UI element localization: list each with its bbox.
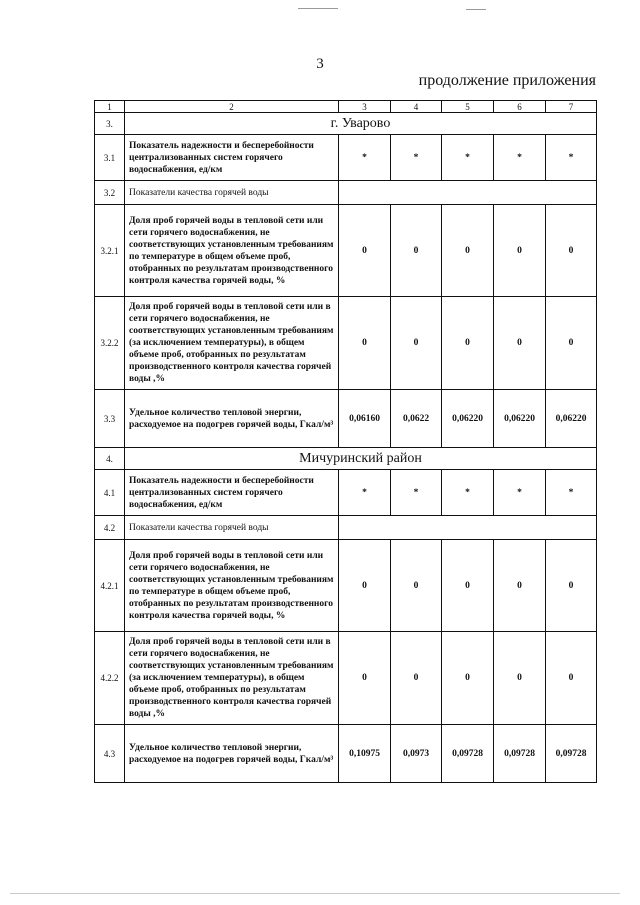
row-number: 3.2.1 [95, 205, 125, 297]
row-description: Показатели качества горячей воды [125, 516, 339, 540]
row-description: Доля проб горячей воды в тепловой сети или сети горячего водоснабжения, не соответствующих установленным требованиям по температуре в общем объеме проб, отобранных по результатам производственного контроля качества горячей воды, % [125, 540, 339, 632]
empty-values-cell [339, 516, 597, 540]
row-number: 3.2.2 [95, 297, 125, 390]
row-number: 4.3 [95, 725, 125, 783]
table-row [95, 470, 597, 516]
header-cell: 7 [546, 101, 597, 113]
header-cell: 2 [125, 101, 339, 113]
table-row [95, 516, 597, 540]
table-row [95, 540, 597, 632]
value-cell: * [442, 470, 494, 516]
header-cell: 1 [95, 101, 125, 113]
row-description: Доля проб горячей воды в тепловой сети или сети горячего водоснабжения, не соответствующих установленным требованиям по температуре в общем объеме проб, отобранных по результатам производственного контроля качества горячей воды, % [125, 205, 339, 297]
value-cell: * [546, 470, 597, 516]
value-cell: 0 [391, 540, 442, 632]
row-description: Показатели качества горячей воды [125, 181, 339, 205]
section-number: 3. [95, 113, 125, 135]
row-number: 4.1 [95, 470, 125, 516]
value-cell: 0 [546, 205, 597, 297]
section-row [95, 448, 597, 470]
section-row [95, 113, 597, 135]
value-cell: 0,09728 [442, 725, 494, 783]
value-cell: 0 [442, 205, 494, 297]
value-cell: 0 [339, 205, 391, 297]
value-cell: 0,06220 [546, 390, 597, 448]
empty-values-cell [339, 181, 597, 205]
value-cell: 0,09728 [494, 725, 546, 783]
value-cell: 0 [494, 205, 546, 297]
header-cell: 6 [494, 101, 546, 113]
row-number: 3.1 [95, 135, 125, 181]
section-title: Мичуринский район [125, 448, 597, 470]
value-cell: 0 [339, 540, 391, 632]
value-cell: 0 [546, 632, 597, 725]
table-row [95, 390, 597, 448]
header-cell: 5 [442, 101, 494, 113]
row-number: 3.3 [95, 390, 125, 448]
value-cell: * [546, 135, 597, 181]
value-cell: 0,09728 [546, 725, 597, 783]
value-cell: 0,10975 [339, 725, 391, 783]
row-number: 3.2 [95, 181, 125, 205]
value-cell: 0 [391, 297, 442, 390]
value-cell: 0 [546, 540, 597, 632]
value-cell: 0,0973 [391, 725, 442, 783]
value-cell: * [339, 470, 391, 516]
section-title: г. Уварово [125, 113, 597, 135]
scan-artifact-bottom [10, 893, 620, 894]
value-cell: * [494, 470, 546, 516]
value-cell: * [391, 470, 442, 516]
table-row [95, 725, 597, 783]
table-row [95, 297, 597, 390]
row-number: 4.2.1 [95, 540, 125, 632]
header-cell: 4 [391, 101, 442, 113]
value-cell: 0 [494, 632, 546, 725]
row-description: Доля проб горячей воды в тепловой сети или в сети горячего водоснабжения, не соответствующих установленным требованиям (за исключением температуры), в общем объеме проб, отобранных по результатам производственного контроля качества горячей воды ,% [125, 297, 339, 390]
value-cell: 0 [442, 297, 494, 390]
value-cell: * [339, 135, 391, 181]
value-cell: 0,06220 [494, 390, 546, 448]
value-cell: 0 [442, 540, 494, 632]
continuation-label: продолжение приложения [418, 72, 596, 89]
section-number: 4. [95, 448, 125, 470]
value-cell: 0 [391, 205, 442, 297]
table-header-row [95, 101, 597, 113]
indicators-table [94, 100, 597, 783]
row-description: Удельное количество тепловой энергии, расходуемое на подогрев горячей воды, Гкал/м³ [125, 390, 339, 448]
value-cell: * [391, 135, 442, 181]
table-row [95, 632, 597, 725]
value-cell: 0,06220 [442, 390, 494, 448]
value-cell: 0 [442, 632, 494, 725]
value-cell: 0,06160 [339, 390, 391, 448]
value-cell: 0 [391, 632, 442, 725]
value-cell: 0 [339, 632, 391, 725]
header-cell: 3 [339, 101, 391, 113]
row-description: Показатель надежности и бесперебойности централизованных систем горячего водоснабжения, ед/км [125, 135, 339, 181]
table-row [95, 135, 597, 181]
page-number: 3 [316, 56, 324, 72]
row-description: Удельное количество тепловой энергии, расходуемое на подогрев горячей воды, Гкал/м³ [125, 725, 339, 783]
row-description: Доля проб горячей воды в тепловой сети или в сети горячего водоснабжения, не соответствующих установленным требованиям (за исключением температуры), в общем объеме проб, отобранных по результатам производственного контроля качества горячей воды ,% [125, 632, 339, 725]
scan-artifact-top [298, 8, 338, 9]
value-cell: * [442, 135, 494, 181]
value-cell: 0 [494, 297, 546, 390]
row-number: 4.2.2 [95, 632, 125, 725]
scan-artifact-top-right [466, 9, 486, 10]
value-cell: 0 [546, 297, 597, 390]
table-row [95, 205, 597, 297]
value-cell: * [494, 135, 546, 181]
value-cell: 0,0622 [391, 390, 442, 448]
value-cell: 0 [339, 297, 391, 390]
row-number: 4.2 [95, 516, 125, 540]
value-cell: 0 [494, 540, 546, 632]
row-description: Показатель надежности и бесперебойности централизованных систем горячего водоснабжения, ед/км [125, 470, 339, 516]
table-row [95, 181, 597, 205]
